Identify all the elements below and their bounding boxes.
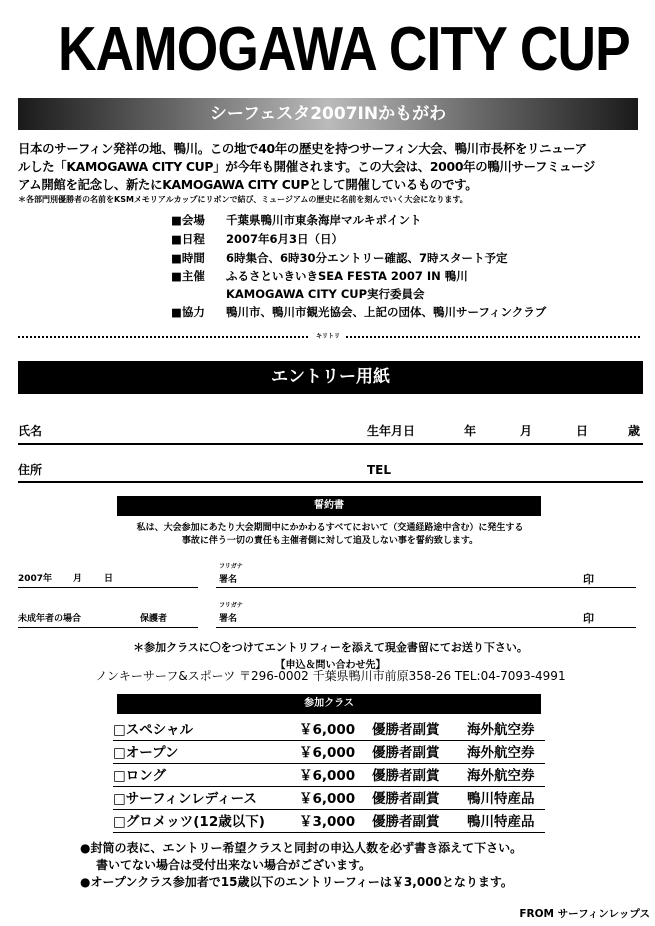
class-underline <box>113 832 545 833</box>
intro-note: ＊各部門別優勝者の名前をKSMメモリアルカップにリボンで結び、ミュージアムの歴史に名前を刻んでいく大会になります。 <box>18 195 468 204</box>
class-prize: 優勝者副賞 <box>372 768 440 784</box>
info-value: 2007年6月3日（日） <box>226 232 344 246</box>
info-label: ■時間 <box>171 251 205 265</box>
seal-label: 印 <box>583 612 594 625</box>
class-prize: 優勝者副賞 <box>372 722 440 738</box>
class-note: ＊参加クラスに〇をつけてエントリフィーを添えて現金書留にてお送り下さい。 <box>133 641 528 654</box>
birth-label: 生年月日 <box>367 424 416 438</box>
info-host <box>171 268 468 285</box>
classes-title: 参加クラス <box>304 698 354 709</box>
pledge-line: 私は、大会参加にあたり大会期間中にかかわるすべてにおいて（交通経路途中含む）に発生する <box>136 523 524 533</box>
signature-label: 署名 <box>219 614 238 624</box>
class-prize: 優勝者副賞 <box>372 745 440 761</box>
class-price: ￥6,000 <box>299 768 356 784</box>
day-label: 日 <box>576 424 589 438</box>
info-value: ふるさといきいきSEA FESTA 2007 IN 鴨川 <box>226 269 468 283</box>
class-underline <box>113 786 545 787</box>
bottom-note: ●オープンクラス参加者で15歳以下のエントリーフィーは￥3,000となります。 <box>80 875 513 889</box>
class-price: ￥3,000 <box>299 814 356 830</box>
class-name: □グロメッツ(12歳以下) <box>113 814 265 830</box>
class-name: □ロング <box>113 768 166 784</box>
class-underline <box>113 763 545 764</box>
class-underline <box>113 809 545 810</box>
class-price: ￥6,000 <box>299 745 356 761</box>
info-label: ■協力 <box>171 305 205 319</box>
class-price: ￥6,000 <box>299 791 356 807</box>
class-price: ￥6,000 <box>299 722 356 738</box>
class-name: □サーフィンレディース <box>113 791 257 807</box>
class-prize: 鴨川特産品 <box>467 814 535 830</box>
pledge-line: 事故に伴う一切の責任も主催者側に対して追及しない事を誓約致します。 <box>181 536 479 546</box>
class-row <box>113 789 545 811</box>
intro-line: ルした「KAMOGAWA CITY CUP」が今年も開催されます。この大会は、2000年の鴨川サーフミュージ <box>18 159 596 174</box>
furigana-label: フリガナ <box>219 563 243 570</box>
pledge-text <box>80 522 580 548</box>
info-value: 鴨川市、鴨川市観光協会、上記の団体、鴨川サーフィンクラブ <box>226 305 547 319</box>
entry-title: エントリー用紙 <box>271 367 390 387</box>
apply-heading: 【申込＆問い合わせ先】 <box>275 660 386 671</box>
info-coop <box>171 304 546 321</box>
bottom-note: 書いてない場合は受付出来ない場合がございます。 <box>96 858 372 872</box>
credit: FROM サーフィンレップス <box>519 908 650 920</box>
class-underline <box>113 740 545 741</box>
intro-text <box>18 140 643 194</box>
name-label: 氏名 <box>18 424 43 438</box>
class-row <box>113 743 545 765</box>
sign-day: 日 <box>104 574 114 584</box>
minor-underline <box>18 627 198 628</box>
info-date <box>171 231 343 248</box>
apply-address: ノンキーサーフ&スポーツ 〒296-0002 千葉県鴨川市前原358-26 TEL:04-7093-4991 <box>95 669 566 683</box>
age-label: 歳 <box>628 424 641 438</box>
minor-label: 未成年者の場合 <box>18 614 82 624</box>
intro-line: アム開館を記念し、新たにKAMOGAWA CITY CUPとして開催しているものです。 <box>18 177 478 192</box>
guardian-label: 保護者 <box>140 614 168 624</box>
bottom-note: ●封筒の表に、エントリー希望クラスと同封の申込人数を必ず書き添えて下さい。 <box>80 841 523 855</box>
info-value: 千葉県鴨川市東条海岸マルキポイント <box>226 213 422 227</box>
address-underline <box>18 481 643 483</box>
info-venue <box>171 212 422 229</box>
class-prize: 鴨川特産品 <box>467 791 535 807</box>
year-label: 年 <box>464 424 477 438</box>
class-name: □オープン <box>113 745 179 761</box>
class-prize: 海外航空券 <box>467 768 535 784</box>
date-underline <box>18 587 198 588</box>
info-value: 6時集合、6時30分エントリー確認、7時スタート予定 <box>226 251 508 265</box>
info-host-2: KAMOGAWA CITY CUP実行委員会 <box>226 287 425 301</box>
pledge-title: 誓約書 <box>314 500 344 511</box>
class-prize: 優勝者副賞 <box>372 791 440 807</box>
signature-underline <box>216 587 636 588</box>
class-name: □スペシャル <box>113 722 193 738</box>
info-label: ■日程 <box>171 232 205 246</box>
info-time <box>171 250 508 267</box>
info-label: ■会場 <box>171 213 205 227</box>
subtitle: シーフェスタ2007INかもがわ <box>209 104 447 124</box>
guardian-underline <box>216 627 636 628</box>
name-underline <box>18 443 643 445</box>
intro-line: 日本のサーフィン発祥の地、鴨川。この地で40年の歴史を持つサーフィン大会、鴨川市長杯をリニューア <box>18 141 587 156</box>
cut-label: キリトリ <box>310 331 346 340</box>
signature-label: 署名 <box>219 575 238 585</box>
class-prize: 海外航空券 <box>467 745 535 761</box>
info-label: ■主催 <box>171 269 205 283</box>
tel-label: TEL <box>367 463 392 477</box>
class-row <box>113 812 545 834</box>
class-row <box>113 720 545 742</box>
class-prize: 海外航空券 <box>467 722 535 738</box>
class-prize: 優勝者副賞 <box>372 814 440 830</box>
furigana-label: フリガナ <box>219 602 243 609</box>
class-row <box>113 766 545 788</box>
sign-month: 月 <box>73 574 83 584</box>
address-label: 住所 <box>18 463 43 477</box>
sign-year: 2007年 <box>18 574 53 584</box>
month-label: 月 <box>520 424 533 438</box>
page-title: KAMOGAWA CITY CUP <box>57 15 630 84</box>
seal-label: 印 <box>583 573 594 586</box>
